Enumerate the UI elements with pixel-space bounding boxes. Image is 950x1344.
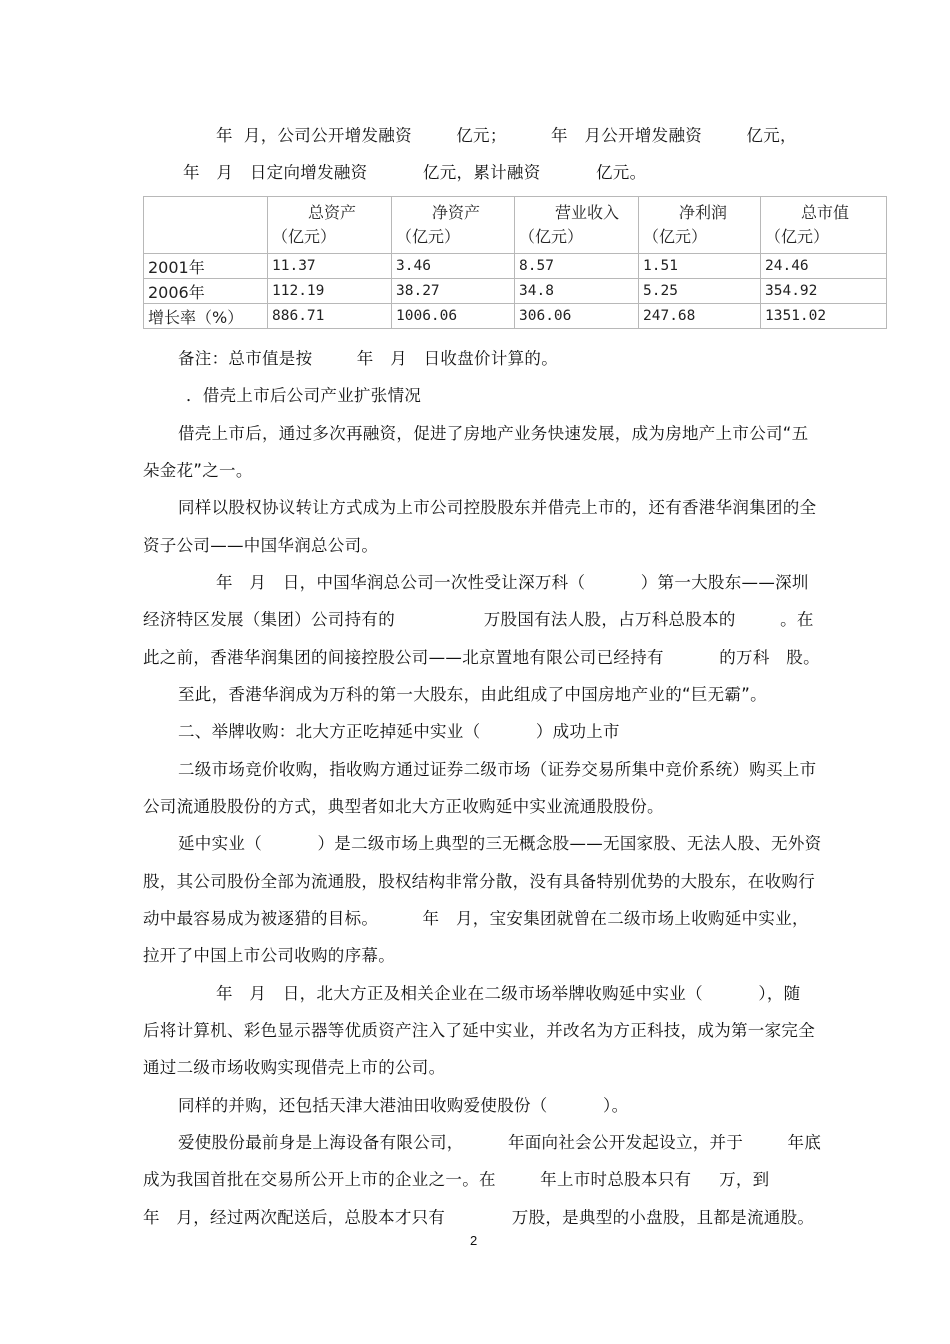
financial-table	[143, 196, 887, 329]
table-cell: 886.71	[268, 304, 392, 329]
table-cell: 306.06	[515, 304, 639, 329]
table-header-cell	[144, 197, 268, 254]
table-header-cell: 总资产 （亿元）	[268, 197, 392, 254]
paragraph-line: 至此，香港华润成为万科的第一大股东，由此组成了中国房地产业的“巨无霸”。	[178, 685, 767, 704]
table-cell: 3.46	[392, 254, 515, 279]
table-cell: 34.8	[515, 279, 639, 304]
paragraph-line: 年 月，公司公开增发融资 亿元； 年 月公开增发融资 亿元，	[216, 126, 797, 145]
table-cell: 增长率（%）	[144, 304, 268, 329]
paragraph-line: 股，其公司股份全部为流通股，股权结构非常分散，没有具备特别优势的大股东，在收购行	[143, 872, 815, 891]
section-heading: ．借壳上市后公司产业扩张情况	[186, 386, 422, 405]
table-cell: 1006.06	[392, 304, 515, 329]
paragraph-line: 年 月 日定向增发融资 亿元，累计融资 亿元。	[183, 163, 647, 182]
table-cell: 112.19	[268, 279, 392, 304]
paragraph-line: 经济特区发展（集团）公司持有的 万股国有法人股，占万科总股本的 。在	[143, 610, 814, 629]
paragraph-line: 年 月，经过两次配送后，总股本才只有 万股，是典型的小盘股，且都是流通股。	[143, 1208, 815, 1227]
table-cell: 2001年	[144, 254, 268, 279]
table-cell: 5.25	[639, 279, 761, 304]
paragraph-line: 公司流通股股份的方式，典型者如北大方正收购延中实业流通股股份。	[143, 797, 664, 816]
paragraph-line: 借壳上市后，通过多次再融资，促进了房地产业务快速发展，成为房地产上市公司“五	[178, 424, 809, 443]
paragraph-line: 此之前，香港华润集团的间接控股公司——北京置地有限公司已经持有 的万科 股。	[143, 648, 820, 667]
table-cell: 8.57	[515, 254, 639, 279]
table-cell: 1351.02	[761, 304, 887, 329]
paragraph-line: 后将计算机、彩色显示器等优质资产注入了延中实业，并改名为方正科技，成为第一家完全	[143, 1021, 815, 1040]
section-heading: 二、举牌收购：北大方正吃掉延中实业（ ）成功上市	[178, 722, 620, 741]
paragraph-line: 爱使股份最前身是上海设备有限公司， 年面向社会公开发起设立，并于 年底	[178, 1133, 822, 1152]
paragraph-line: 动中最容易成为被逐猎的目标。 年 月，宝安集团就曾在二级市场上收购延中实业，	[143, 909, 809, 928]
table-row	[144, 254, 887, 279]
table-cell: 24.46	[761, 254, 887, 279]
table-note: 备注：总市值是按 年 月 日收盘价计算的。	[178, 349, 559, 368]
table-cell: 38.27	[392, 279, 515, 304]
table-header-cell: 总市值 （亿元）	[761, 197, 887, 254]
paragraph-line: 拉开了中国上市公司收购的序幕。	[143, 946, 395, 965]
table-cell: 11.37	[268, 254, 392, 279]
paragraph-line: 延中实业（ ）是二级市场上典型的三无概念股——无国家股、无法人股、无外资	[178, 834, 822, 853]
paragraph-line: 通过二级市场收购实现借壳上市的公司。	[143, 1058, 446, 1077]
table-cell: 1.51	[639, 254, 761, 279]
table-header-cell: 净资产 （亿元）	[392, 197, 515, 254]
table-row	[144, 279, 887, 304]
paragraph-line: 年 月 日，北大方正及相关企业在二级市场举牌收购延中实业（ ），随	[216, 984, 801, 1003]
table-header-row	[144, 197, 887, 254]
paragraph-line: 朵金花”之一。	[143, 461, 253, 480]
table-cell: 2006年	[144, 279, 268, 304]
paragraph-line: 年 月 日，中国华润总公司一次性受让深万科（ ）第一大股东——深圳	[216, 573, 809, 592]
table-row	[144, 304, 887, 329]
page-number: 2	[470, 1233, 478, 1248]
table-cell: 354.92	[761, 279, 887, 304]
table-header-cell: 净利润 （亿元）	[639, 197, 761, 254]
table-header-cell: 营业收入 （亿元）	[515, 197, 639, 254]
paragraph-line: 成为我国首批在交易所公开上市的企业之一。在 年上市时总股本只有 万，到	[143, 1170, 770, 1189]
paragraph-line: 二级市场竞价收购，指收购方通过证券二级市场（证券交易所集中竞价系统）购买上市	[178, 760, 817, 779]
paragraph-line: 资子公司——中国华润总公司。	[143, 536, 379, 555]
paragraph-line: 同样的并购，还包括天津大港油田收购爱使股份（ ）。	[178, 1096, 629, 1115]
paragraph-line: 同样以股权协议转让方式成为上市公司控股股东并借壳上市的，还有香港华润集团的全	[178, 498, 817, 517]
table-cell: 247.68	[639, 304, 761, 329]
